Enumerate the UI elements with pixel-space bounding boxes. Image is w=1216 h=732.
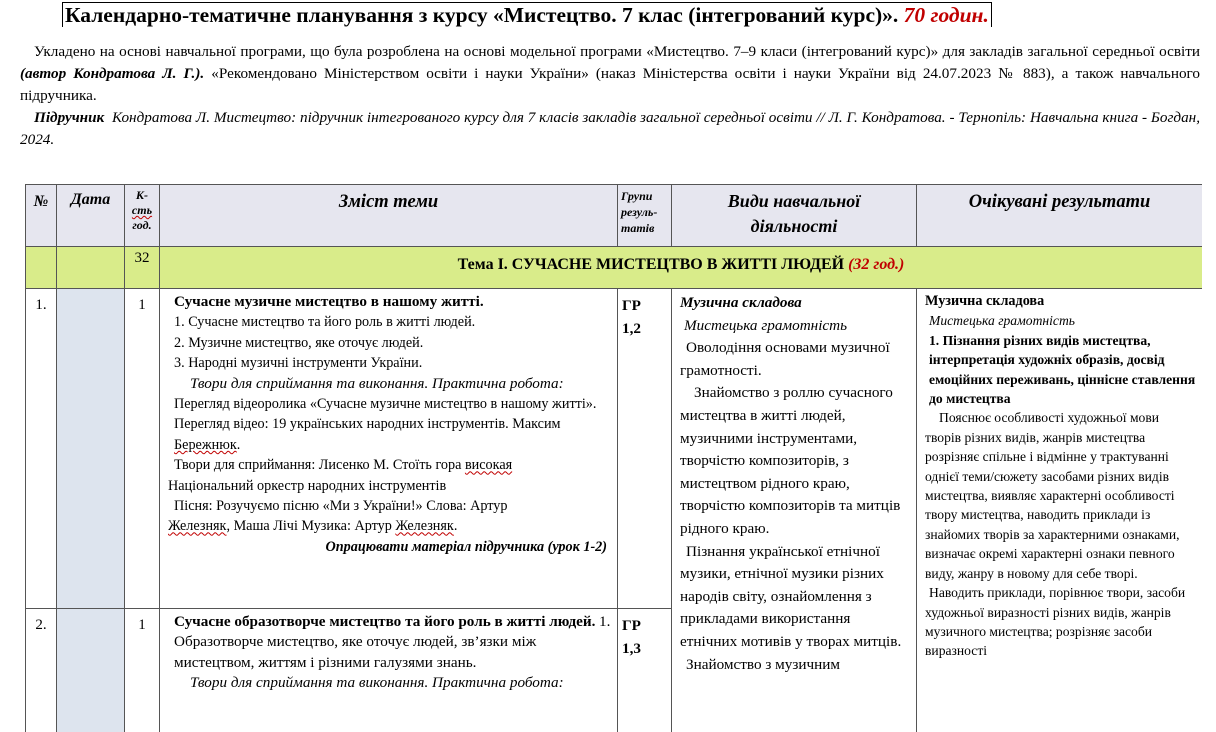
results-cell: Музична складова Мистецька грамотність 1. Пізнання різних видів мистецтва, інтерпретація художніх образів, досвід емоційних переживань, ціннісне ставлення до мистецтва Пояснює особливості художньої мови творів різних видів, жанрів мистецтва розрізняє спільне і відмінне у трактуванні однієї теми/сюжету засобами різних видів мистецтва, виявляє характерні особливості твору мистецтва, наводить приклади із знайомих творів за характерними ознаками, визначає окремі характерні ознаки певного виду, жанру в новому для себе творі. Наводить приклади, порівнює твори, засоби художньої виразності різних видів, жанрів музичного мистецтва; розрізняє засоби виразності: [917, 289, 1203, 732]
lesson-hours: 1: [125, 289, 160, 609]
col-header-no: №: [26, 185, 57, 247]
document-title: [62, 2, 992, 27]
lesson-groups: ГР 1,2: [618, 289, 672, 609]
activities-cell: Музична складова Мистецька грамотність Оволодіння основами музичної грамотності. Знайомство з роллю сучасного мистецтва в житті людей, музичними інструментами, творчістю композиторів, з мистецтвом рідного краю, творчістю композиторів та митців рідного краю. Пізнання української етнічної музики, етнічної музики різних народів світу, ознайомлення з прикладами використання етнічних мотивів у творах митців. Знайомство з музичним: [672, 289, 917, 732]
intro-paragraph: Укладено на основі навчальної програми, що була розроблена на основі модельної програми «Мистецтво. 7–9 класи (інтегрований курс)» для закладів загальної середньої освіти (автор Кондратова Л. Г.). «Рекомендовано Міністерством освіти і науки України» (наказ Міністерства освіти і науки України від 24.07.2023 № 883), а також навчального підручника.: [20, 43, 1201, 104]
col-header-groups: Групи резуль- татів: [618, 185, 672, 247]
lesson-title: Сучасне образотворче мистецтво та його роль в житті людей.: [174, 613, 596, 630]
theme-title: Тема І. СУЧАСНЕ МИСТЕЦТВО В ЖИТТІ ЛЮДЕЙ (32 год.): [160, 247, 1203, 289]
plan-table-wrapper: [25, 184, 1202, 732]
title-hours: 70 годин.: [903, 3, 989, 27]
intro: [20, 41, 1200, 151]
col-header-activities: Види навчальної діяльності: [672, 185, 917, 247]
lesson-number: 1.: [26, 289, 57, 609]
col-header-date: Дата: [57, 185, 125, 247]
lesson-groups: ГР 1,3: [618, 609, 672, 732]
lesson-content: Сучасне образотворче мистецтво та його роль в житті людей. 1. Образотворче мистецтво, яке оточує людей, зв’язки між мистецтвом, життям і різними галузями знань. Твори для сприймання та виконання. Практична робота:: [160, 609, 618, 732]
lesson-title: Сучасне музичне мистецтво в нашому житті.: [174, 293, 484, 310]
lesson-date: [57, 289, 125, 609]
lesson-content: Сучасне музичне мистецтво в нашому житті. 1. Сучасне мистецтво та його роль в житті людей. 2. Музичне мистецтво, яке оточує людей. 3. Народні музичні інструменти України. Твори для сприймання та виконання. Практична робота: Перегляд відеоролика «Сучасне музичне мистецтво в нашому житті». Перегляд відео: 19 українських народних інструментів. Максим Бережнюк. Твори для сприймання: Лисенко М. Стоїть гора високая Національний оркестр народних інструментів Пісня: Розучуємо пісню «Ми з України!» Слова: Артур Железняк, Маша Лічі Музика: Артур Железняк. Опрацювати матеріал підручника (урок 1-2): [160, 289, 618, 609]
theme-row: [26, 247, 1203, 289]
intro-author: (автор Кондратова Л. Г.).: [20, 65, 205, 82]
lesson-date: [57, 609, 125, 732]
textbook-label: Підручник: [34, 109, 105, 126]
textbook-text: Кондратова Л. Мистецтво: підручник інтегрованого курсу для 7 класів закладів загальної середньої освіти // Л. Г. Кондратова. - Тернопіль: Навчальна книга - Богдан, 2024.: [20, 109, 1201, 148]
col-header-hours: К- сть год.: [125, 185, 160, 247]
col-header-topic: Зміст теми: [160, 185, 618, 247]
homework: Опрацювати матеріал підручника (урок 1-2): [325, 538, 607, 555]
table-row: [26, 289, 1203, 609]
plan-table: [25, 184, 1202, 732]
textbook-paragraph: [20, 107, 1200, 151]
title-text: Календарно-тематичне планування з курсу «Мистецтво. 7 клас (інтегрований курс)».: [65, 3, 899, 27]
table-header-row: [26, 185, 1203, 247]
lesson-hours: 1: [125, 609, 160, 732]
col-header-results: Очікувані результати: [917, 185, 1203, 247]
lesson-number: 2.: [26, 609, 57, 732]
theme-hours: 32: [125, 247, 160, 289]
theme-title-hours: (32 год.): [848, 256, 905, 273]
